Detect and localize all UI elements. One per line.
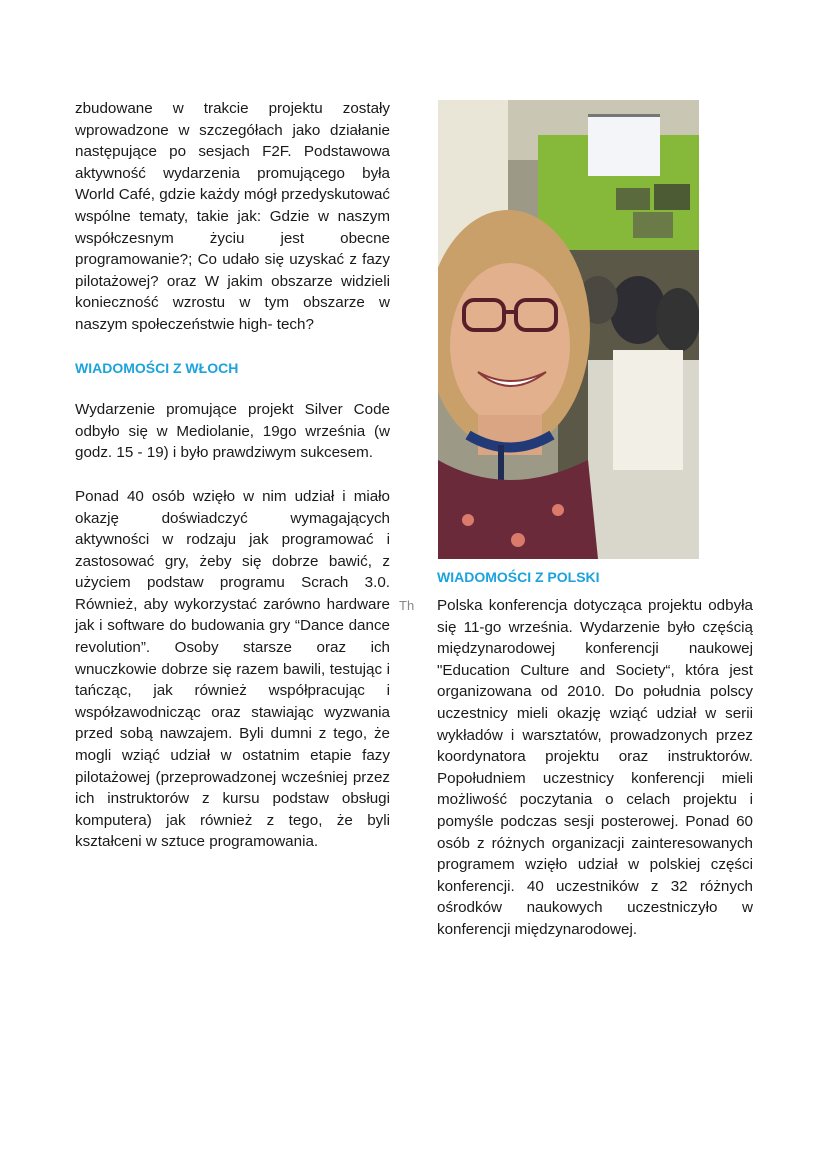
poland-paragraph: Polska konferencja dotycząca projektu odbyła się 11-go września. Wydarzenie było częścią międzynarodowej konferencji naukowej "Education Culture and Society“, która jest organizowana od 2010. Do południa polscy uczestnicy mieli okazję wziąć udział w serii wykładów i warsztatów, prowadzonych przez koordynatora projektu oraz instruktorów. Popołudniem uczestnicy konferencji mieli możliwość poczytania o celach projektu i pomyśle podczas sesji posterowej. Ponad 60 osób z różnych organizacji zainteresowanych programem wzięło udział w polskiej części konferencji. 40 uczestników z 32 różnych ośrodków naukowych uczestniczyło w konferencji międzynarodowej. xyxy=(437,597,753,938)
heading-poland: WIADOMOŚCI Z POLSKI xyxy=(437,569,600,585)
right-column xyxy=(437,595,753,941)
italy-paragraph-1: Wydarzenie promujące projekt Silver Code odbyło się w Mediolanie, 19go września (w godz. 15 - 19) i było prawdziwym sukcesem. xyxy=(75,401,390,462)
italy-paragraph-2: Ponad 40 osób wzięło w nim udział i miało okazję doświadczyć wymagających aktywności w rodzaju jak programować i zastosować gry, żeby się dobrze bawić, z użyciem podstaw programu Scrach 3.0. Również, aby wykorzystać zarówno hardware jak i software do budowania gry “Dance dance revolution”. Osoby starsze oraz ich wnuczkowie dobrze się razem bawili, testując i tańcząc, jak również współpracując i współzawodnicząc oraz stawiając wyzwania przed sobą nawzajem. Byli dumni z tego, że mogli wziąć udział w ostatnim etapie fazy pilotażowej (przeprowadzonej wcześniej przez ich instruktorów z kursu podstaw obsługi komputera) jak również z tego, że byli kształceni w sztuce programowania. xyxy=(75,487,390,851)
stray-text: Th xyxy=(399,598,415,613)
heading-italy: WIADOMOŚCI Z WŁOCH xyxy=(75,359,239,376)
selfie-photo xyxy=(438,100,699,559)
left-column xyxy=(75,98,390,853)
intro-paragraph: zbudowane w trakcie projektu zostały wprowadzone w szczegółach jako działanie następujące po sesjach F2F. Podstawowa aktywność wydarzenia promującego była World Café, gdzie każdy mógł przedyskutować wspólne tematy, takie jak: Gdzie w naszym współczesnym życiu jest obecne programowanie?; Co udało się uzyskać z fazy pilotażowej? oraz W jakim obszarze widzieli konieczność wzrostu w tym obszarze w naszym społeczeństwie high- tech? xyxy=(75,100,390,333)
